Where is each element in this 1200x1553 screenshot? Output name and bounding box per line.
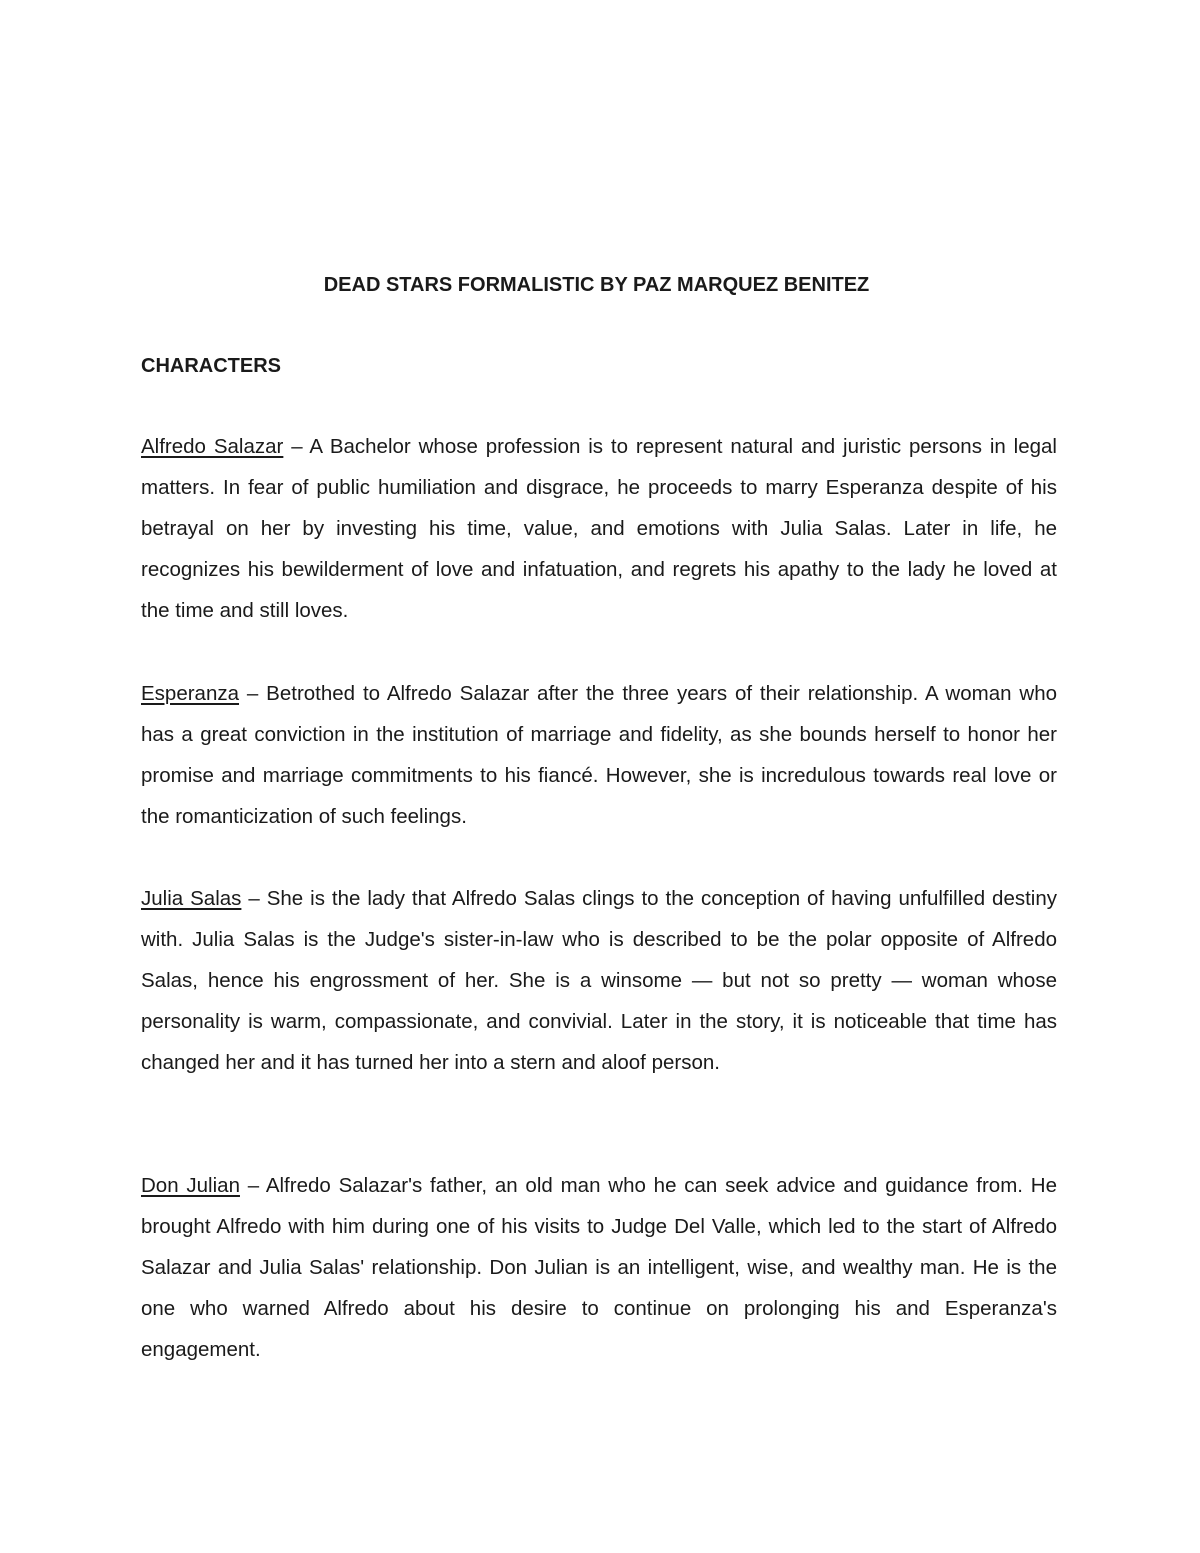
character-paragraph-alfredo [141,426,1057,631]
character-description-julia: – She is the lady that Alfredo Salas clings to the conception of having unfulfilled destiny with. Julia Salas is the Judge's sister-in-law who is described to be the polar opposite of Alfredo Salas, hence his engrossment of her. She is a winsome — but not so pretty — woman whose personality is warm, compassionate, and convivial. Later in the story, it is noticeable that time has changed her and it has turned her into a stern and aloof person. [141,887,1057,1074]
character-paragraph-don-julian [141,1165,1057,1370]
character-paragraph-esperanza [141,673,1057,837]
document-title: DEAD STARS FORMALISTIC BY PAZ MARQUEZ BENITEZ [323,274,870,296]
section-heading-characters: CHARACTERS [141,355,281,377]
character-name-julia: Julia Salas [141,887,242,910]
character-description-esperanza: – Betrothed to Alfredo Salazar after the three years of their relationship. A woman who has a great conviction in the institution of marriage and fidelity, as she bounds herself to honor her promise and marriage commitments to his fiancé. However, she is incredulous towards real love or the romanticization of such feelings. [141,682,1057,828]
character-name-don-julian: Don Julian [141,1174,240,1197]
character-description-alfredo: – A Bachelor whose profession is to represent natural and juristic persons in legal matters. In fear of public humiliation and disgrace, he proceeds to marry Esperanza despite of his betrayal on her by investing his time, value, and emotions with Julia Salas. Later in life, he recognizes his bewilderment of love and infatuation, and regrets his apathy to the lady he loved at the time and still loves. [141,435,1057,622]
character-description-don-julian: – Alfredo Salazar's father, an old man who he can seek advice and guidance from. He brought Alfredo with him during one of his visits to Judge Del Valle, which led to the start of Alfredo Salazar and Julia Salas' relationship. Don Julian is an intelligent, wise, and wealthy man. He is the one who warned Alfredo about his desire to continue on prolonging his and Esperanza's engagement. [141,1174,1057,1361]
character-paragraph-julia [141,878,1057,1083]
character-name-esperanza: Esperanza [141,682,240,705]
character-name-alfredo: Alfredo Salazar [141,435,284,458]
